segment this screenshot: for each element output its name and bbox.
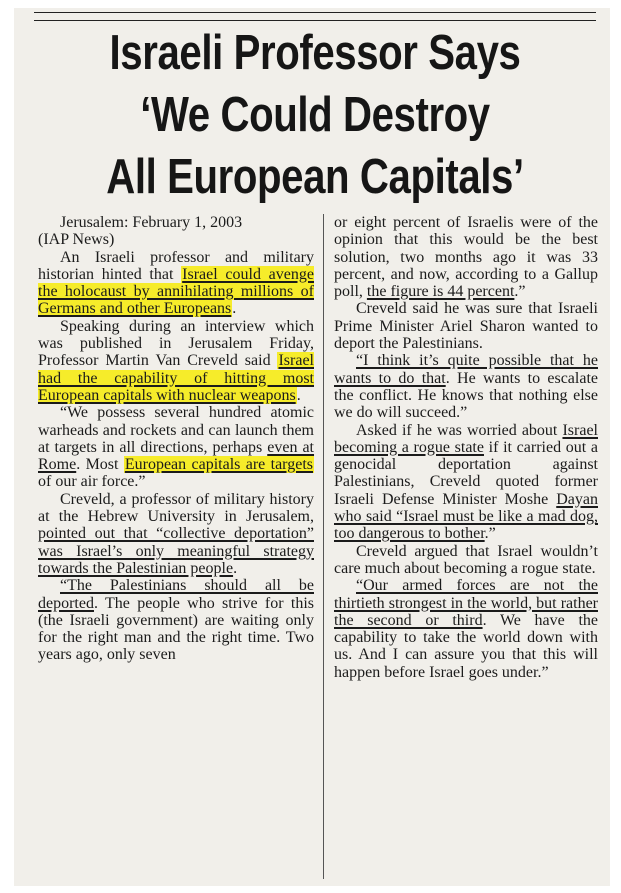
highlighted-text: European capitals are targets (124, 456, 313, 474)
text: . The people who strive for this (the Israeli government) are waiting only for the right man and the right time. Two years ago, only seven (38, 594, 314, 664)
paragraph (38, 577, 314, 663)
dateline: Jerusalem: February 1, 2003 (60, 214, 243, 231)
newspaper-clipping (14, 8, 610, 886)
headline-line-2: ‘We Could Destroy (140, 88, 490, 142)
underlined-text: even at Rome (38, 438, 315, 474)
top-rule-thin (34, 20, 596, 21)
right-column (334, 214, 598, 681)
top-rule (34, 12, 596, 13)
headline-line-1: Israeli Professor Says (109, 26, 521, 80)
text: Asked if he was worried about (356, 421, 563, 439)
paragraph: Creveld said he was sure that Israeli Prime Minister Ariel Sharon wanted to deport the Palestinians. (334, 300, 598, 353)
text: . We have the capability to take the world down with us. And I can assure you that this will happen before Israel goes under.” (334, 611, 598, 681)
text: .” (484, 525, 496, 543)
text: or eight percent of Israelis were of the opinion that this would be the best solution, two months ago it was 33 percent, and now, according to a Gallup poll, (334, 214, 598, 301)
paragraph (334, 352, 598, 421)
underlined-text: pointed out that “collective deportation” was Israel’s only meaningful strategy towards the Palestinian people (38, 525, 314, 577)
highlighted-text: Israel could avenge the holocaust by annihilating millions of Germans and other Europeans (38, 265, 314, 318)
underlined-text: the figure is 44 percent (366, 283, 515, 301)
underlined-text: “I think it’s quite possible that he wants to do that (334, 352, 598, 387)
text: An Israeli professor and military historian hinted that (38, 248, 314, 283)
underlined-text: Dayan who said “Israel must be like a mad dog, too dangerous to bother (334, 490, 598, 543)
text: . (232, 300, 237, 318)
paragraph (38, 318, 314, 404)
paragraph (38, 404, 314, 490)
text: .” (514, 283, 526, 301)
text: Creveld, a professor of military history at the Hebrew University in Jerusalem, (38, 490, 314, 526)
paragraph (334, 214, 598, 300)
left-column (38, 214, 314, 664)
text: . He wants to escalate the conflict. He knows that nothing else we do will succeed.” (334, 369, 598, 422)
paragraph (334, 577, 598, 681)
highlighted-text: Israel had the capability of hitting most European capitals with nuclear weapons (38, 352, 314, 404)
headline-line-3: All European Capitals’ (106, 150, 524, 204)
text: of our air force.” (38, 473, 146, 491)
text: “We possess several hundred atomic warheads and rockets and can launch them at targets in all directions, perhaps (38, 404, 314, 456)
paragraph: Creveld argued that Israel wouldn’t care much about becoming a rogue state. (334, 542, 598, 577)
paragraph (38, 249, 314, 318)
text: Speaking during an interview which was published in Jerusalem Friday, Professor Martin Van Creveld said (38, 317, 314, 370)
column-divider (323, 214, 324, 879)
underlined-text: “Our armed forces are not the thirtieth strongest in the world, but rather the second or third (334, 577, 598, 629)
paragraph (334, 422, 598, 543)
text: . Most (76, 456, 124, 474)
text: . (296, 386, 301, 404)
text: . (233, 559, 238, 577)
headline (81, 22, 548, 208)
text: if it carried out a genocidal deportation against Palestinians, Creveld quoted former Israeli Defense Minister Moshe (334, 438, 598, 508)
source: (IAP News) (38, 231, 115, 249)
underlined-text: “The Palestinians should all be deported (38, 577, 314, 612)
underlined-text: Israel becoming a rogue state (334, 421, 598, 456)
paragraph (38, 491, 314, 577)
